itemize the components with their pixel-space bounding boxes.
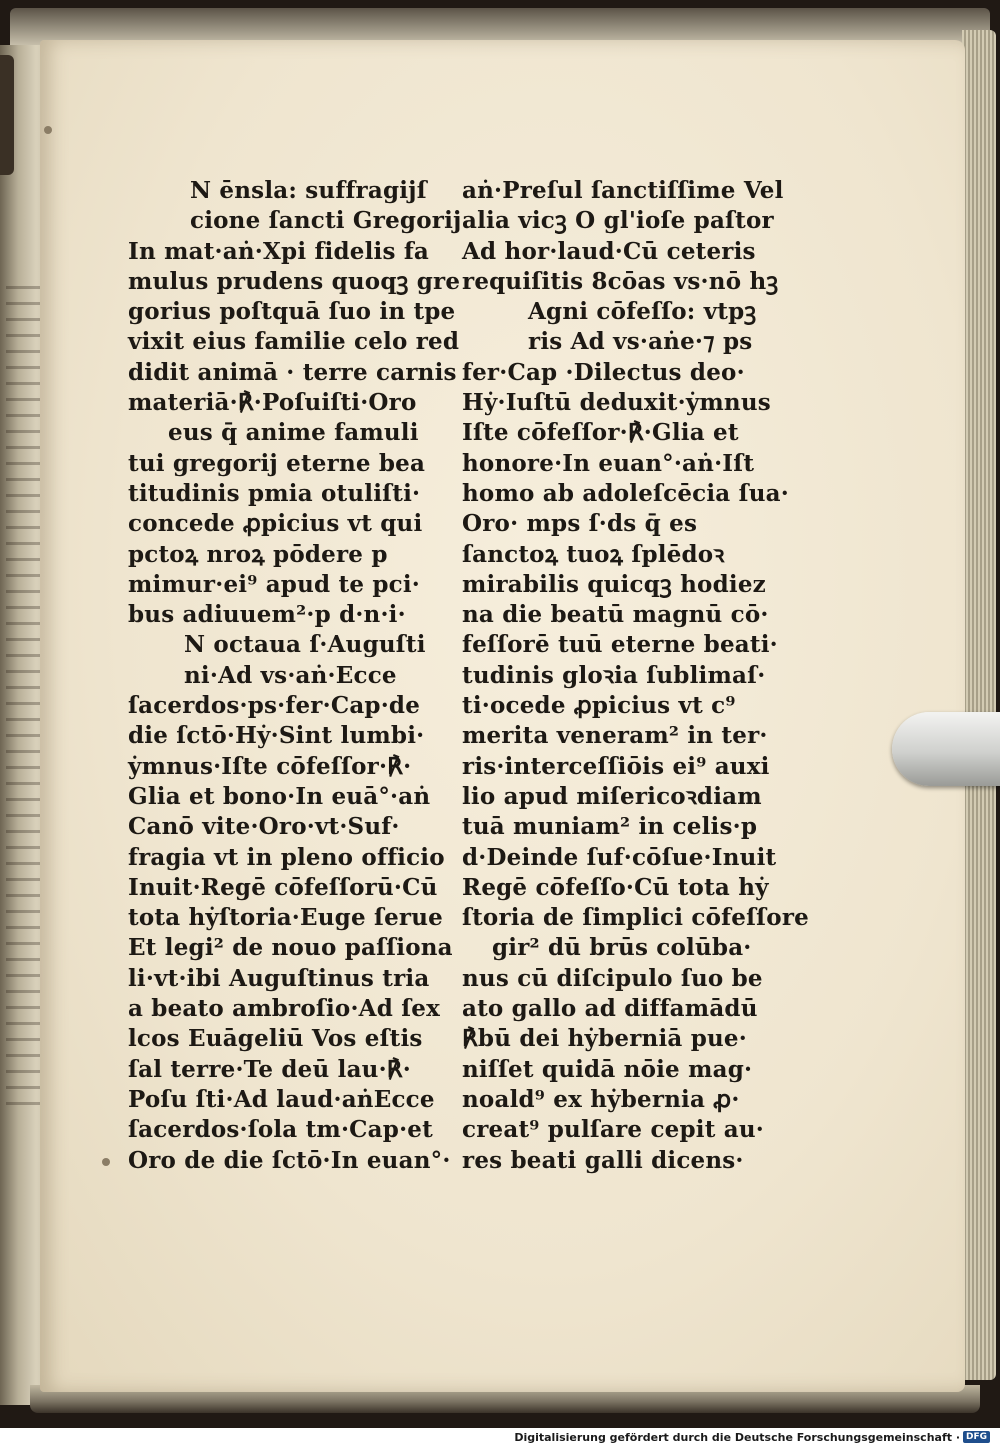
text-line: eus q̄ anime famuli <box>168 419 419 447</box>
text-line: didit animā · terre carnis <box>128 358 457 386</box>
text-line: Ad hor·laud·Cū ceteris <box>462 237 756 265</box>
text-line: vixit eius familie celo red <box>128 328 460 356</box>
footer-bar <box>0 1428 1000 1448</box>
page-mark <box>44 126 52 134</box>
right-text-column <box>462 176 809 1176</box>
text-line: ris Ad vs·aṅe·⁊ ps <box>528 328 753 356</box>
text-line: N octaua ſ·Auguſti <box>184 631 426 659</box>
text-line: materiā·℟·Poſuiſti·Oro <box>128 389 417 417</box>
text-line: lcos Euāgeliū Vos eſtis <box>128 1025 423 1053</box>
text-line: Inuit·Regē cōfeſſorū·Cū <box>128 873 438 901</box>
text-line: lio apud miſericoꝛdiam <box>462 782 762 810</box>
text-line: ni·Ad vs·aṅ·Ecce <box>184 661 397 689</box>
page-block-right-edge <box>962 30 996 1380</box>
text-line: ſacerdos·ſola tm·Cap·et <box>128 1116 433 1144</box>
text-line: Glia et bono·In euā°·aṅ <box>128 782 431 810</box>
text-line: ℟bū dei hẏberniā pue· <box>462 1025 747 1053</box>
text-line: tudinis gloꝛia ſublimaſ· <box>462 661 766 689</box>
text-line: gorius poſtquā ſuo in tpe <box>128 298 456 326</box>
dfg-logo: DFG <box>963 1431 990 1443</box>
text-line: bus adiuuem²·p d·n·i· <box>128 601 406 629</box>
text-line: Oro de die ſctō·In euan°· <box>128 1146 451 1174</box>
text-line: aṅ·Preſul ſanctiſſime Vel <box>462 177 784 204</box>
text-line: cione ſancti Gregorij <box>190 207 462 235</box>
text-line: tuā muniam² in celis·p <box>462 813 758 841</box>
text-line: ris·interceſſiōis ei⁹ auxi <box>462 752 770 780</box>
text-line: Poſu ſti·Ad laud·aṅEcce <box>128 1085 435 1113</box>
text-line: merita veneram² in ter· <box>462 722 768 750</box>
text-line: res beati galli dicens· <box>462 1146 744 1174</box>
text-line: fragia vt in pleno officio <box>128 843 445 871</box>
text-line: ſtoria de ſimplici cōfeſſore <box>462 904 809 932</box>
text-line: Oro· mps ſ·ds q̄ es <box>462 510 698 538</box>
text-line: nus cū diſcipulo ſuo be <box>462 964 763 992</box>
page-clip <box>892 712 1000 786</box>
text-line: mimur·ei⁹ apud te pci· <box>128 570 421 598</box>
text-line: titudinis pmia otuliſti· <box>128 479 421 507</box>
text-line: creat⁹ pulſare cepit au· <box>462 1116 764 1144</box>
text-line: homo ab adoleſcēcia ſua· <box>462 479 789 507</box>
text-line: ẏmnus·Iſte cōfeſſor·℟· <box>128 752 412 780</box>
text-line: honore·In euan°·aṅ·Iſt <box>462 449 755 477</box>
text-line: Regē cōfeſſo·Cū tota hẏ <box>462 873 769 901</box>
text-line: Iſte cōfeſſor·℟·Glia et <box>462 419 739 447</box>
text-line: ſal terre·Te deū lau·℟· <box>128 1055 411 1083</box>
text-line: mirabilis quicqꝫ hodiez <box>462 570 766 598</box>
text-line: ſanctoꝝ tuoꝝ ſplēdoꝛ <box>462 540 725 568</box>
text-line: a beato ambroſio·Ad ſex <box>128 995 441 1023</box>
text-line: mulus prudens quoqꝫ gre <box>128 267 461 295</box>
text-line: Canō vite·Oro·vt·Suf· <box>128 813 400 841</box>
text-line: ſacerdos·ps·fer·Cap·de <box>128 692 421 720</box>
text-line: concede ꝓpicius vt qui <box>128 510 423 538</box>
funding-credit: Digitalisierung gefördert durch die Deutsche Forschungsgemeinschaft · <box>514 1431 960 1444</box>
text-line: pctoꝝ nroꝝ pōdere p <box>128 540 388 568</box>
text-line: Agni cōfeſſo: vtpꝫ <box>528 298 757 326</box>
text-line: noald⁹ ex hẏbernia ꝓ· <box>462 1085 740 1113</box>
text-line: feſſorē tuū eterne beati· <box>462 631 778 659</box>
text-line: die ſctō·Hẏ·Sint lumbi· <box>128 722 425 750</box>
text-line: requiſitis 8cōas vs·nō hꝫ <box>462 267 779 295</box>
text-line: niſſet quidā nōie mag· <box>462 1055 753 1083</box>
page-mark <box>102 1158 110 1166</box>
left-text-column <box>128 176 462 1176</box>
text-line: d·Deinde ſuf·cōſue·Inuit <box>462 843 777 871</box>
text-line: tui gregorij eterne bea <box>128 449 426 477</box>
text-line: In mat·aṅ·Xpi fidelis fa <box>128 237 430 265</box>
text-line: Hẏ·Iuſtū deduxit·ẏmnus <box>462 389 771 417</box>
text-line: gir² dū brūs colūba· <box>492 934 752 962</box>
book-spine <box>0 55 14 175</box>
text-line: ato gallo ad diffamādū <box>462 995 758 1023</box>
text-line: Et legi² de nouo paſſiona <box>128 934 453 962</box>
text-line: tota hẏſtoria·Euge ſerue <box>128 904 443 932</box>
text-line: na die beatū magnū cō· <box>462 601 769 629</box>
text-line: alia vicꝫ O gl'ioſe paſtor <box>462 207 774 235</box>
text-line: li·vt·ibi Auguſtinus tria <box>128 964 430 992</box>
text-line: fer·Cap ·Dilectus deo· <box>462 358 745 386</box>
text-line: ti·ocede ꝓpicius vt c⁹ <box>462 692 736 720</box>
text-line: N ēnsla: suffragijſ <box>190 177 427 204</box>
